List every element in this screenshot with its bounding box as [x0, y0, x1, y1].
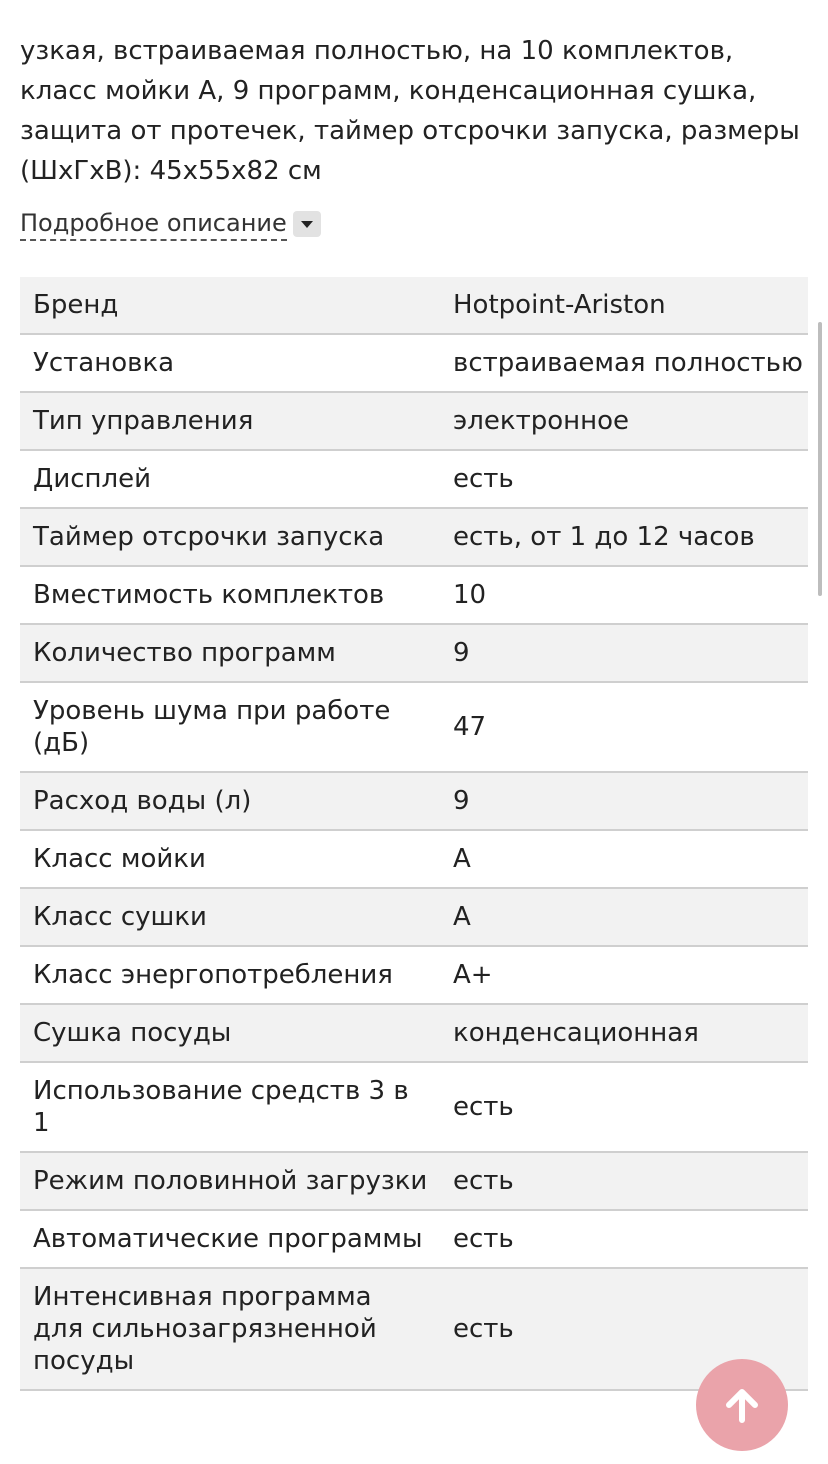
spec-row: [20, 772, 808, 830]
spec-value: 10: [437, 566, 808, 624]
spec-key: Таймер отсрочки запуска: [20, 508, 437, 566]
spec-value: есть: [437, 1268, 808, 1390]
spec-row: [20, 1004, 808, 1062]
scroll-to-top-button[interactable]: [696, 1359, 788, 1451]
spec-row: [20, 566, 808, 624]
spec-value: 47: [437, 682, 808, 772]
spec-value: есть: [437, 1062, 808, 1152]
spec-key: Режим половинной загрузки: [20, 1152, 437, 1210]
specifications-table: [20, 277, 808, 1391]
arrow-up-icon: [722, 1385, 762, 1425]
detailed-description-label: Подробное описание: [20, 208, 287, 241]
spec-value: есть: [437, 1152, 808, 1210]
detailed-description-toggle[interactable]: [20, 204, 321, 244]
spec-row: [20, 888, 808, 946]
caret-down-icon: [293, 211, 321, 237]
spec-row: [20, 277, 808, 334]
spec-row: [20, 334, 808, 392]
spec-key: Расход воды (л): [20, 772, 437, 830]
spec-value: Hotpoint-Ariston: [437, 277, 808, 334]
spec-row: [20, 1062, 808, 1152]
spec-key: Класс сушки: [20, 888, 437, 946]
spec-row: [20, 830, 808, 888]
spec-row: [20, 682, 808, 772]
spec-key: Класс мойки: [20, 830, 437, 888]
spec-key: Дисплей: [20, 450, 437, 508]
spec-row: [20, 392, 808, 450]
scrollbar-thumb[interactable]: [818, 322, 822, 596]
spec-value: 9: [437, 624, 808, 682]
spec-value: конденсационная: [437, 1004, 808, 1062]
spec-row: [20, 508, 808, 566]
spec-key: Интенсивная программа для сильнозагрязненной посуды: [20, 1268, 437, 1390]
spec-row: [20, 624, 808, 682]
spec-key: Бренд: [20, 277, 437, 334]
spec-value: A+: [437, 946, 808, 1004]
spec-key: Сушка посуды: [20, 1004, 437, 1062]
spec-value: встраиваемая полностью: [437, 334, 808, 392]
spec-value: есть: [437, 1210, 808, 1268]
spec-row: [20, 1152, 808, 1210]
spec-row: [20, 1268, 808, 1390]
spec-value: электронное: [437, 392, 808, 450]
spec-value: есть: [437, 450, 808, 508]
spec-key: Установка: [20, 334, 437, 392]
spec-key: Автоматические программы: [20, 1210, 437, 1268]
spec-key: Тип управления: [20, 392, 437, 450]
spec-row: [20, 946, 808, 1004]
product-summary: узкая, встраиваемая полностью, на 10 комплектов, класс мойки А, 9 программ, конденсационная сушка, защита от протечек, таймер отсрочки запуска, размеры (ШхГхВ): 45x55x82 см: [20, 36, 800, 186]
spec-key: Класс энергопотребления: [20, 946, 437, 1004]
spec-value: 9: [437, 772, 808, 830]
spec-row: [20, 1210, 808, 1268]
spec-key: Использование средств 3 в 1: [20, 1062, 437, 1152]
spec-value: есть, от 1 до 12 часов: [437, 508, 808, 566]
spec-key: Уровень шума при работе (дБ): [20, 682, 437, 772]
spec-key: Количество программ: [20, 624, 437, 682]
spec-value: A: [437, 830, 808, 888]
spec-key: Вместимость комплектов: [20, 566, 437, 624]
spec-row: [20, 450, 808, 508]
spec-value: A: [437, 888, 808, 946]
